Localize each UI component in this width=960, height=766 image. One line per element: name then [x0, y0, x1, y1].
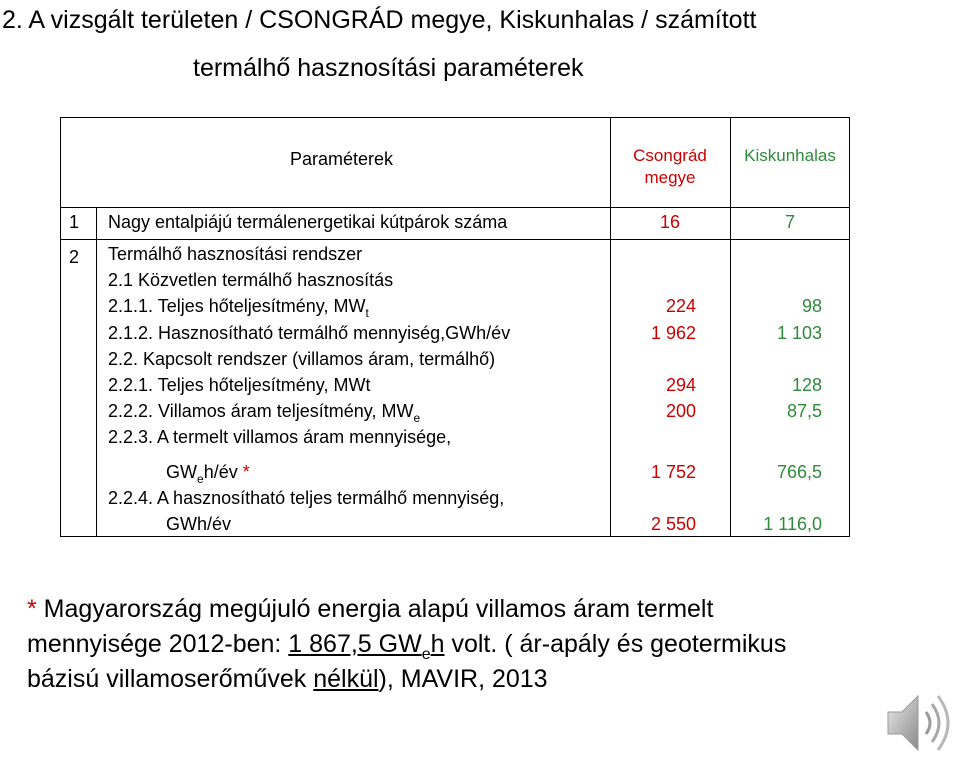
- header-csongrad: [610, 145, 730, 189]
- row-2-csongrad-value: 200: [665, 401, 696, 422]
- footnote-line-3: [27, 662, 927, 697]
- row-2-line-text: 2.2.2. Villamos áram teljesítmény, MW: [108, 401, 414, 422]
- row-2-line-label: [108, 270, 393, 291]
- title-line-1: 2. A vizsgált területen / CSONGRÁD megye, Kiskunhalas / számított: [2, 6, 757, 34]
- row-2-number: 2: [69, 247, 80, 267]
- row-2-line-subscript: t: [365, 306, 369, 321]
- row-2-kiskunhalas-value: 87,5: [786, 401, 822, 422]
- row-1-label: Nagy entalpiájú termálenergetikai kútpárok száma: [108, 212, 508, 232]
- header-csongrad-line1: Csongrád: [633, 146, 707, 165]
- row-2-line-text: 2.2. Kapcsolt rendszer (villamos áram, termálhő): [108, 348, 496, 369]
- parameters-table: [60, 117, 850, 537]
- row-2-line-label: [108, 427, 451, 448]
- row-2-line-label: [108, 349, 495, 370]
- row-2-line-suffix: h/év: [203, 461, 238, 482]
- row-2-line-text: Termálhő hasznosítási rendszer: [108, 244, 363, 264]
- row-1-kiskunhalas-value: 7: [784, 212, 795, 232]
- row-2-line-text: 2.2.4. A hasznosítható teljes termálhő mennyiség,: [108, 487, 505, 508]
- row-2-kiskunhalas-value: 1 103: [776, 322, 822, 343]
- row-2-line-star: *: [237, 461, 250, 482]
- row-2-csongrad-value: 224: [665, 296, 696, 317]
- row-2-csongrad-value: 294: [665, 375, 696, 395]
- footnote-text-2b: 1 867,5 GW: [288, 630, 422, 658]
- row-2-kiskunhalas-value: 128: [791, 375, 822, 395]
- row-2-line-text: GW: [166, 461, 197, 482]
- footnote: [27, 592, 927, 697]
- row-2-line-label: [166, 461, 250, 486]
- footnote-text-2e: volt. ( ár-apály és geotermikus: [444, 630, 787, 658]
- row-2-line-text: 2.1.1. Teljes hőteljesítmény, MW: [108, 296, 366, 317]
- row-2-line-text: 2.1.2. Hasznosítható termálhő mennyiség,GWh/év: [108, 322, 511, 343]
- row-2-line-label: [108, 244, 362, 265]
- row-2-kiskunhalas-value: 766,5: [776, 461, 822, 482]
- header-parameters: Paraméterek: [290, 149, 394, 169]
- row-2-line-subscript: e: [197, 471, 204, 486]
- footnote-text-2d: h: [430, 630, 445, 658]
- row-2-line-label: [166, 514, 231, 535]
- title-line-2: termálhő hasznosítási paraméterek: [193, 54, 584, 82]
- row-1-csongrad-value: 16: [659, 212, 681, 232]
- footnote-line-1: [27, 592, 927, 627]
- row-2-line-subscript: e: [413, 411, 421, 426]
- row-2-csongrad-value: 1 962: [650, 322, 696, 343]
- footnote-value: [288, 630, 445, 663]
- row-2-line-label: [108, 488, 504, 509]
- row-2-line-label: [108, 375, 370, 396]
- row-2-line-label: [108, 296, 369, 321]
- footnote-text-3b: nélkül: [313, 665, 379, 693]
- footnote-text-3c: ), MAVIR, 2013: [378, 665, 548, 693]
- row-2-line-label: [108, 401, 421, 426]
- footnote-text-1: Magyarország megújuló energia alapú villamos áram termelt: [36, 595, 714, 623]
- footnote-star: *: [27, 595, 37, 623]
- row-2-line-text: 2.2.1. Teljes hőteljesítmény, MWt: [108, 375, 371, 395]
- row-2-line-text: 2.1 Közvetlen termálhő hasznosítás: [108, 270, 394, 291]
- row-2-kiskunhalas-value: 1 116,0: [763, 514, 822, 534]
- footnote-line-2: [27, 627, 927, 662]
- footnote-text-3a: bázisú villamoserőművek: [27, 665, 314, 693]
- row-2-csongrad-value: 1 752: [650, 461, 696, 482]
- row-2-kiskunhalas-value: 98: [801, 296, 822, 317]
- row-2-line-text: GWh/év: [166, 514, 232, 534]
- row-2-csongrad-value: 2 550: [650, 514, 696, 534]
- footnote-text-2a: mennyisége 2012-ben:: [27, 630, 289, 658]
- row-1-number: 1: [69, 212, 80, 232]
- header-csongrad-line2: megye: [644, 168, 696, 187]
- speaker-icon[interactable]: [882, 688, 956, 758]
- row-2-line-label: [108, 323, 510, 344]
- header-kiskunhalas: Kiskunhalas: [744, 146, 836, 165]
- row-2-line-text: 2.2.3. A termelt villamos áram mennyisége,: [108, 427, 452, 448]
- footnote-sub: e: [421, 646, 431, 663]
